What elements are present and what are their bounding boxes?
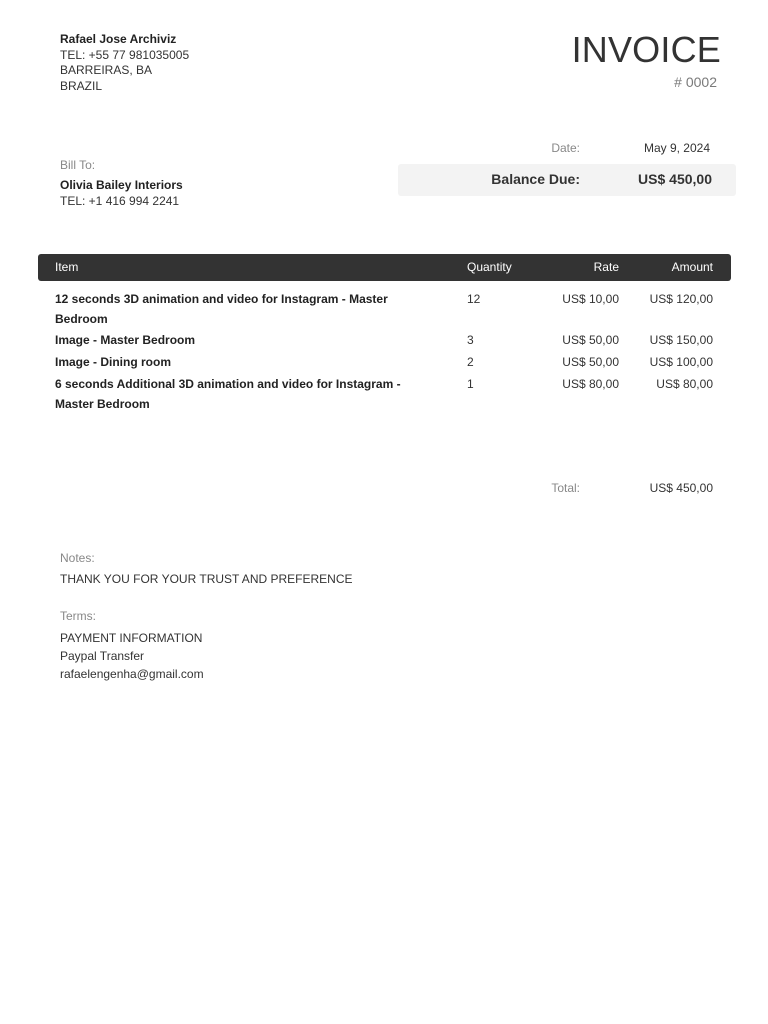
- sender-name: Rafael Jose Archiviz: [60, 32, 177, 46]
- bill-to-label: Bill To:: [60, 158, 96, 172]
- sender-block: [60, 32, 189, 94]
- total-label: Total:: [551, 481, 580, 495]
- notes-label: Notes:: [60, 551, 95, 565]
- header-rate: Rate: [593, 260, 619, 274]
- invoice-number: # 0002: [674, 74, 717, 90]
- row-amount: US$ 80,00: [656, 377, 713, 391]
- row-amount: US$ 100,00: [649, 355, 713, 369]
- sender-country: BRAZIL: [60, 78, 103, 93]
- terms-line-email: rafaelengenha@gmail.com: [60, 667, 204, 681]
- terms-line-method: Paypal Transfer: [60, 649, 145, 663]
- notes-text: THANK YOU FOR YOUR TRUST AND PREFERENCE: [60, 572, 353, 586]
- row-item: 6 seconds Additional 3D animation and video for Instagram - Master Bedroom: [55, 377, 401, 411]
- balance-due-label: Balance Due:: [491, 171, 580, 187]
- row-amount: US$ 150,00: [649, 333, 713, 347]
- row-quantity: 12: [467, 292, 481, 306]
- header-item: Item: [55, 260, 79, 274]
- row-rate: US$ 10,00: [562, 292, 619, 306]
- date-value: May 9, 2024: [643, 141, 710, 155]
- terms-text: [60, 629, 204, 683]
- row-item: 12 seconds 3D animation and video for Instagram - Master Bedroom: [55, 292, 388, 326]
- row-quantity: 2: [467, 355, 474, 369]
- sender-city: BARREIRAS, BA: [60, 63, 153, 77]
- bill-to-tel: TEL: +1 416 994 2241: [60, 194, 180, 208]
- row-amount: US$ 120,00: [649, 292, 713, 306]
- terms-line-payment-info: PAYMENT INFORMATION: [60, 631, 203, 645]
- total-value: US$ 450,00: [649, 481, 713, 495]
- sender-tel: TEL: +55 77 981035005: [60, 47, 190, 62]
- row-rate: US$ 50,00: [562, 355, 619, 369]
- row-quantity: 3: [467, 333, 474, 347]
- terms-label: Terms:: [60, 609, 96, 623]
- balance-due-value: US$ 450,00: [638, 171, 712, 187]
- items-table-header: [38, 254, 731, 281]
- row-rate: US$ 50,00: [562, 333, 619, 347]
- date-label: Date:: [551, 141, 580, 155]
- invoice-title: INVOICE: [571, 29, 721, 70]
- row-quantity: 1: [467, 377, 474, 391]
- header-quantity: Quantity: [467, 260, 512, 274]
- row-item: Image - Master Bedroom: [55, 333, 196, 347]
- header-amount: Amount: [671, 260, 713, 274]
- row-item: Image - Dining room: [55, 355, 172, 369]
- bill-to-name: Olivia Bailey Interiors: [60, 178, 183, 192]
- row-rate: US$ 80,00: [562, 377, 619, 391]
